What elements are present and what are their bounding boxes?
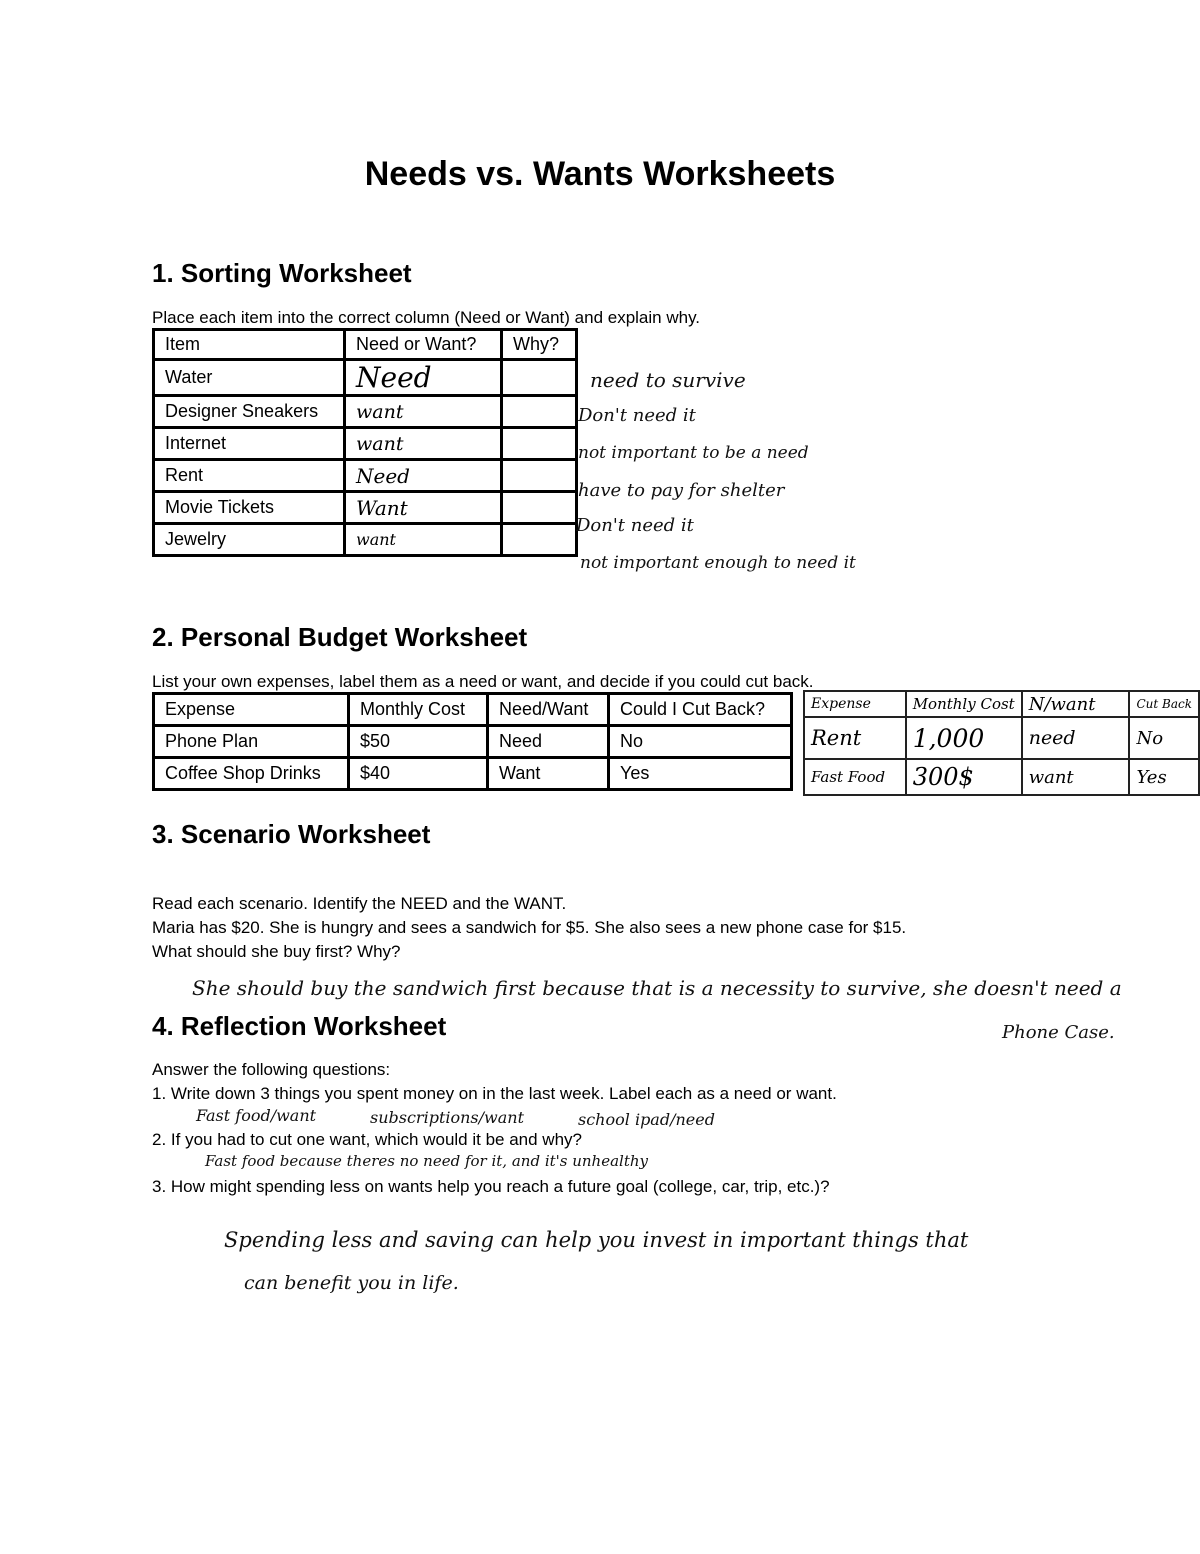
answer-cell[interactable] (345, 492, 502, 524)
reflection-question-3: 3. How might spending less on wants help you reach a future goal (college, car, trip, etc.)? (152, 1177, 830, 1196)
hw-header-expense: Expense (804, 691, 906, 717)
scenario-answer-continued: Phone Case. (1002, 1022, 1115, 1043)
table-row (154, 726, 792, 758)
scenario-heading: 3. Scenario Worksheet (152, 819, 431, 849)
item-cell: Jewelry (154, 524, 345, 556)
hw-need-want-cell: want (1022, 759, 1130, 795)
hw-expense-cell: Fast Food (804, 759, 906, 795)
hw-header-monthly-cost: Monthly Cost (906, 691, 1022, 717)
handwritten-answer: want (356, 432, 404, 455)
answer-cell[interactable] (345, 524, 502, 556)
handwritten-why: not important enough to need it (580, 553, 856, 573)
need-want-cell: Want (488, 758, 609, 790)
table-row (154, 396, 577, 428)
reflection-question-2: 2. If you had to cut one want, which would it be and why? (152, 1130, 582, 1149)
item-cell: Water (154, 360, 345, 396)
handwritten-why: have to pay for shelter (578, 480, 785, 501)
table-row (154, 758, 792, 790)
item-cell: Movie Tickets (154, 492, 345, 524)
table-header-row (154, 330, 577, 360)
handwritten-answer: want (356, 400, 404, 423)
cost-cell: $40 (349, 758, 488, 790)
reflection-question-1: 1. Write down 3 things you spent money on in the last week. Label each as a need or want. (152, 1084, 837, 1103)
item-cell: Designer Sneakers (154, 396, 345, 428)
need-want-cell: Need (488, 726, 609, 758)
answer-cell[interactable] (345, 396, 502, 428)
handwritten-answer: want (356, 530, 396, 549)
budget-heading: 2. Personal Budget Worksheet (152, 622, 528, 652)
cut-back-cell: Yes (609, 758, 792, 790)
table-row (154, 460, 577, 492)
hw-cut-back-cell: Yes (1129, 759, 1199, 795)
sorting-heading: 1. Sorting Worksheet (152, 258, 412, 288)
expense-cell: Phone Plan (154, 726, 349, 758)
why-cell[interactable] (502, 492, 577, 524)
hw-expense-cell: Rent (804, 717, 906, 759)
table-row (154, 492, 577, 524)
cost-cell: $50 (349, 726, 488, 758)
why-cell[interactable] (502, 360, 577, 396)
hw-need-want-cell: need (1022, 717, 1130, 759)
sorting-instructions: Place each item into the correct column (Need or Want) and explain why. (152, 308, 701, 327)
scenario-instruction: Read each scenario. Identify the NEED and the WANT. (152, 894, 567, 913)
why-cell[interactable] (502, 460, 577, 492)
reflection-answer-3-continued: can benefit you in life. (244, 1272, 459, 1294)
hw-cost-cell: 1,000 (906, 717, 1022, 759)
item-cell: Internet (154, 428, 345, 460)
item-cell: Rent (154, 460, 345, 492)
table-header-row (154, 694, 792, 726)
answer-cell[interactable] (345, 460, 502, 492)
reflection-answer-1b: subscriptions/want (370, 1108, 524, 1127)
header-need-or-want: Need or Want? (345, 330, 502, 360)
handwritten-why: need to survive (590, 368, 746, 392)
header-cut-back: Could I Cut Back? (609, 694, 792, 726)
handwritten-answer: Need (356, 463, 410, 488)
expense-cell: Coffee Shop Drinks (154, 758, 349, 790)
handwritten-why: Don't need it (578, 405, 696, 426)
answer-cell[interactable] (345, 360, 502, 396)
table-row (804, 717, 1199, 759)
hw-cut-back-cell: No (1129, 717, 1199, 759)
scenario-text: Maria has $20. She is hungry and sees a sandwich for $5. She also sees a new phone case for $15. (152, 918, 907, 937)
table-header-row (804, 691, 1199, 717)
budget-table (152, 692, 793, 791)
page-title: Needs vs. Wants Worksheets (364, 155, 836, 193)
cut-back-cell: No (609, 726, 792, 758)
hw-header-need-want: N/want (1022, 691, 1130, 717)
table-row (154, 360, 577, 396)
why-cell[interactable] (502, 428, 577, 460)
handwritten-budget-table (803, 690, 1200, 796)
table-row (804, 759, 1199, 795)
reflection-heading: 4. Reflection Worksheet (152, 1011, 447, 1041)
sorting-table (152, 328, 578, 557)
scenario-answer: She should buy the sandwich first because that is a necessity to survive, she doesn't need a (192, 976, 1122, 1000)
reflection-answer-3: Spending less and saving can help you invest in important things that (224, 1228, 969, 1252)
hw-header-cut-back: Cut Back (1129, 691, 1199, 717)
table-row (154, 524, 577, 556)
table-row (154, 428, 577, 460)
scenario-question: What should she buy first? Why? (152, 942, 401, 961)
reflection-intro: Answer the following questions: (152, 1060, 391, 1079)
header-expense: Expense (154, 694, 349, 726)
header-item: Item (154, 330, 345, 360)
why-cell[interactable] (502, 396, 577, 428)
handwritten-why: not important to be a need (578, 443, 809, 463)
hw-cost-cell: 300$ (906, 759, 1022, 795)
header-monthly-cost: Monthly Cost (349, 694, 488, 726)
header-why: Why? (502, 330, 577, 360)
reflection-answer-2: Fast food because theres no need for it, and it's unhealthy (205, 1152, 648, 1170)
budget-instructions: List your own expenses, label them as a need or want, and decide if you could cut back. (152, 672, 814, 691)
handwritten-why: Don't need it (576, 515, 694, 536)
why-cell[interactable] (502, 524, 577, 556)
handwritten-answer: Need (356, 361, 432, 394)
reflection-answer-1c: school ipad/need (578, 1110, 715, 1129)
reflection-answer-1a: Fast food/want (196, 1106, 317, 1125)
answer-cell[interactable] (345, 428, 502, 460)
handwritten-answer: Want (356, 495, 408, 520)
header-need-want: Need/Want (488, 694, 609, 726)
